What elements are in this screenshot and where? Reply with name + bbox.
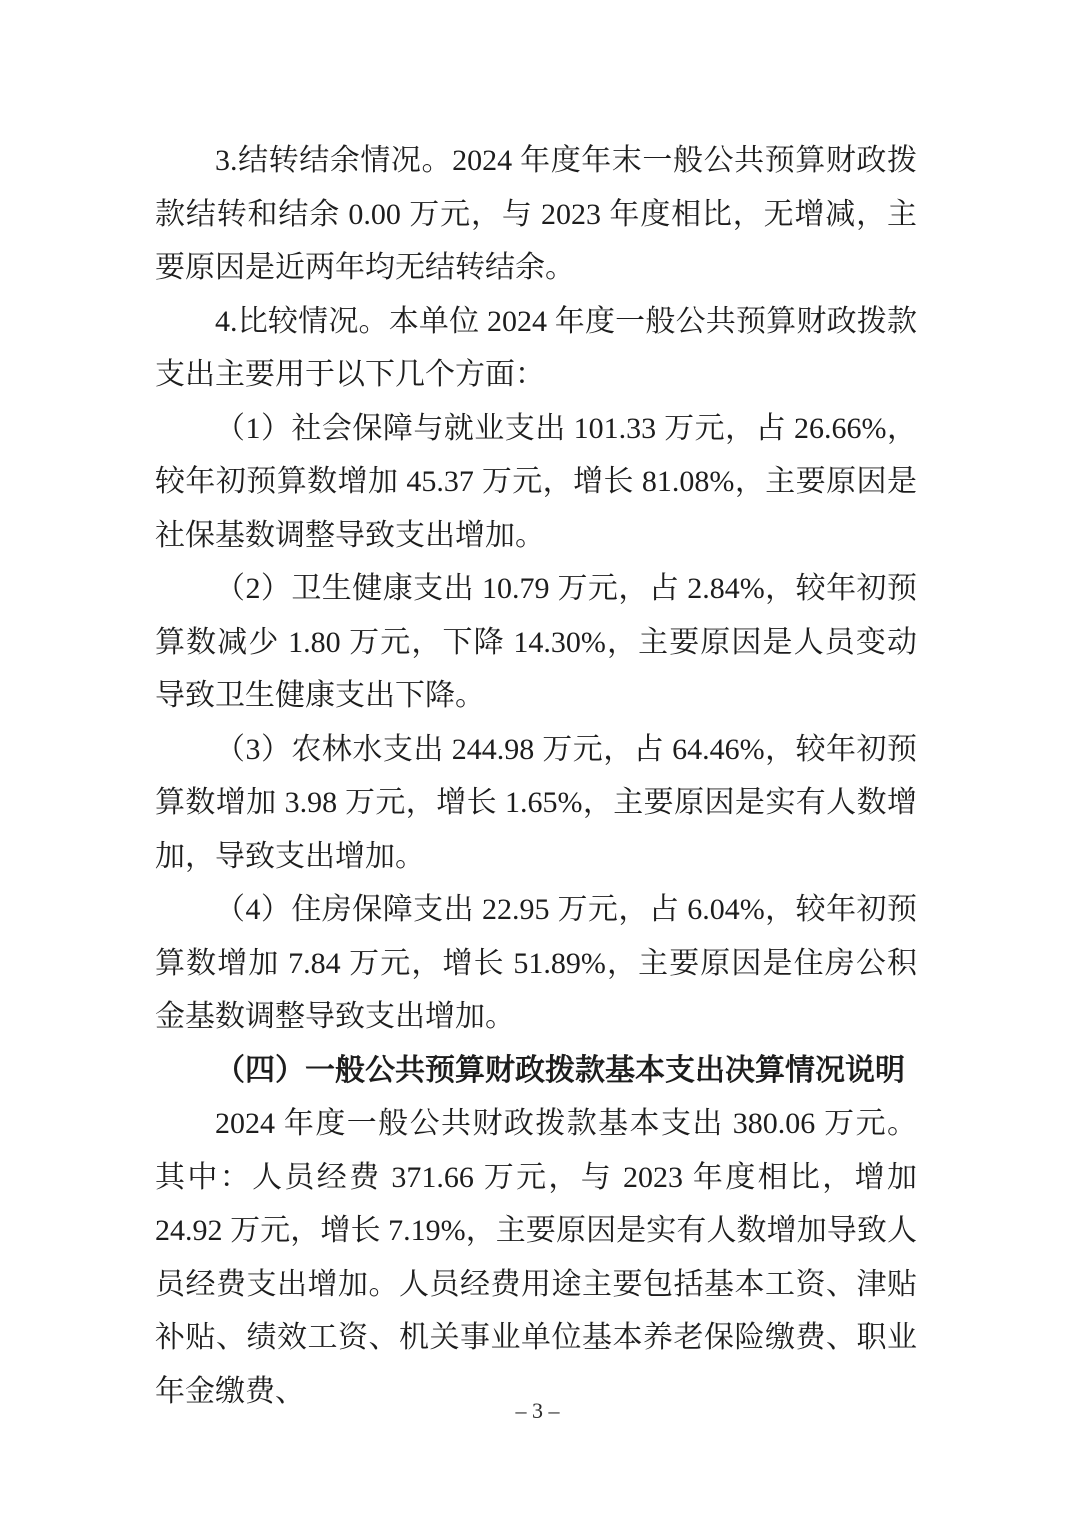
paragraph-item-4-housing: （4）住房保障支出 22.95 万元，占 6.04%，较年初预算数增加 7.84 万元，增长 51.89%，主要原因是住房公积金基数调整导致支出增加。 xyxy=(155,893,917,1033)
paragraph-carryover: 3.结转结余情况。2024 年度年末一般公共预算财政拨款结转和结余 0.00 万元，与 2023 年度相比，无增减，主要原因是近两年均无结转结余。 xyxy=(155,144,917,284)
section-heading-basic-expenditure: （四）一般公共预算财政拨款基本支出决算情况说明 xyxy=(215,1053,905,1087)
paragraph-item-2-health: （2）卫生健康支出 10.79 万元，占 2.84%，较年初预算数减少 1.80 万元，下降 14.30%，主要原因是人员变动导致卫生健康支出下降。 xyxy=(155,572,917,712)
document-body xyxy=(155,134,917,1418)
paragraph-item-3-agriculture-water: （3）农林水支出 244.98 万元，占 64.46%，较年初预算数增加 3.98 万元，增长 1.65%，主要原因是实有人数增加，导致支出增加。 xyxy=(155,732,917,873)
paragraph-comparison-intro: 4.比较情况。本单位 2024 年度一般公共预算财政拨款支出主要用于以下几个方面： xyxy=(155,304,917,391)
page-number: – 3 – xyxy=(515,1398,560,1423)
paragraph-item-1-social-security: （1）社会保障与就业支出 101.33 万元，占 26.66%，较年初预算数增加 45.37 万元，增长 81.08%，主要原因是社保基数调整导致支出增加。 xyxy=(155,411,917,552)
paragraph-basic-expenditure-detail: 2024 年度一般公共财政拨款基本支出 380.06 万元。其中：人员经费 371.66 万元，与 2023 年度相比，增加 24.92 万元，增长 7.19%，主要原因是实有人数增加导致人员经费支出增加。人员经费用途主要包括基本工资、津贴补贴、绩效工资、机关事业单位基本养老保险缴费、职业年金缴费、 xyxy=(155,1107,917,1408)
